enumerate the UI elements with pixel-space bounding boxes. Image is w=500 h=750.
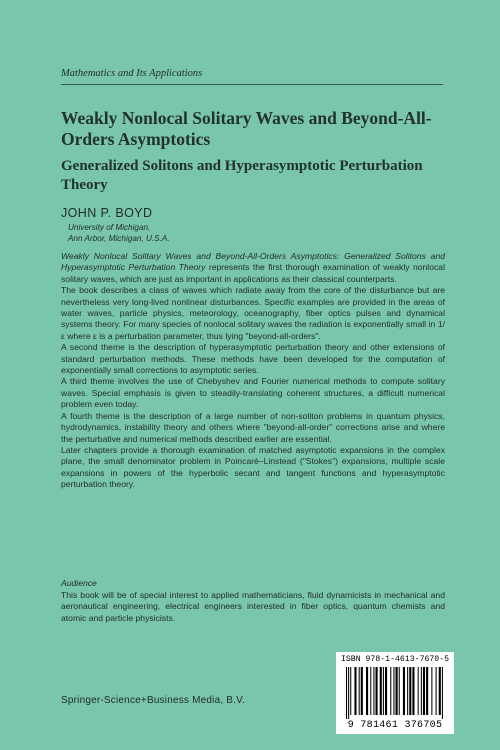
barcode-bar: [376, 667, 378, 715]
barcode-bar: [348, 667, 349, 719]
barcode-bar: [346, 667, 347, 719]
affiliation-line-2: Ann Arbor, Michigan, U.S.A.: [68, 234, 170, 243]
barcode-bars: [344, 667, 446, 719]
barcode-bar: [403, 667, 405, 715]
book-title: Weakly Nonlocal Solitary Waves and Beyond-All-Orders Asymptotics: [61, 108, 432, 149]
barcode-bar: [383, 667, 384, 715]
author-name: JOHN P. BOYD: [61, 206, 153, 220]
barcode-bar: [370, 667, 371, 715]
blurb-paragraph-intro: [61, 251, 445, 285]
barcode-bar: [366, 667, 368, 715]
blurb-intro-title: Weakly Nonlocal Solitary Waves and Beyond-All-Orders Asymptotics: Generalized Solitons and Hyperasymptotic Perturbation Theory: [61, 251, 445, 273]
barcode-bar: [361, 667, 363, 715]
barcode-bar: [442, 667, 443, 719]
blurb-paragraph-6: Later chapters provide a thorough examination of matched asymptotic expansions in the complex plane, the small denominator problem in Poincaré–Linstead ("Stokes") expansions, multiple scale expansions in powers of the hyperbolic secant and tangent functions and hyperasymptotic perturbation theory.: [61, 444, 445, 490]
barcode-bar: [407, 667, 408, 715]
barcode-bar: [350, 667, 351, 715]
audience-text: This book will be of special interest to applied mathematicians, fluid dynamicists in mechanical and aeronautical engineering, electrical engineers interested in fiber optics, quantum chemists and atomic and particle physicists.: [61, 590, 445, 623]
series-name: Mathematics and Its Applications: [61, 68, 203, 79]
barcode-bar: [421, 667, 422, 715]
barcode-bar: [418, 667, 419, 715]
barcode-bar: [393, 667, 394, 715]
back-cover-blurb: [61, 251, 445, 491]
barcode-bar: [439, 667, 441, 715]
barcode-bar: [409, 667, 411, 715]
book-subtitle: Generalized Solitons and Hyperasymptotic Perturbation Theory: [61, 158, 423, 193]
barcode-digits: 9 781461 376705: [347, 720, 443, 731]
affiliation-line-1: University of Michigan,: [68, 223, 151, 232]
audience-heading: Audience: [61, 578, 97, 588]
blurb-paragraph-5: A fourth theme is the description of a large number of non-soliton problems in quantum physics, hydrodynamics, instability theory and others where "beyond-all-order" corrections arise and where the perturbative and numerical methods described earlier are essential.: [61, 410, 445, 444]
barcode-bar: [373, 667, 374, 715]
barcode-bar: [380, 667, 382, 715]
barcode-bar: [399, 667, 400, 715]
barcode-bar: [354, 667, 356, 715]
barcode-bar: [436, 667, 437, 715]
barcode-bar: [412, 667, 414, 715]
isbn-barcode: [336, 652, 454, 734]
barcode-bar: [390, 667, 391, 715]
barcode-bar: [431, 667, 432, 715]
blurb-paragraph-4: A third theme involves the use of Chebyshev and Fourier numerical methods to compute solitary waves. Special emphasis is given to steadily-translating coherent structures, a difficult numerical problem even today.: [61, 376, 445, 410]
series-divider: [61, 84, 443, 85]
author-affiliation: [68, 222, 170, 244]
isbn-label: ISBN 978-1-4613-7670-5: [340, 655, 450, 664]
barcode-bar: [359, 667, 360, 715]
barcode-bar: [423, 667, 425, 715]
publisher-name: Springer-Science+Business Media, B.V.: [61, 695, 246, 706]
barcode-bar: [396, 667, 398, 715]
blurb-paragraph-2: The book describes a class of waves which radiate away from the core of the disturbance but are nevertheless very long-lived nonlinear disturbances. Specific examples are provided in the areas of water waves, particle physics, meteorology, oceanography, fiber optics pulses and dynamical systems theory. For many species of nonlocal solitary waves the radiation is exponentially small in 1/ε where ε is a perturbation parameter, thus lying "beyond-all-orders".: [61, 285, 445, 341]
blurb-intro-rest: represents the first thorough examination of weakly nonlocal solitary waves, which are just as important in applications as their classical counterparts.: [61, 262, 445, 284]
barcode-bar: [385, 667, 387, 715]
blurb-paragraph-3: A second theme is the description of hyperasymptotic perturbation theory and other extensions of standard perturbation methods. These methods have been developed for the computation of exponentially small corrections to asymptotic series.: [61, 342, 445, 376]
barcode-bar: [426, 667, 428, 715]
